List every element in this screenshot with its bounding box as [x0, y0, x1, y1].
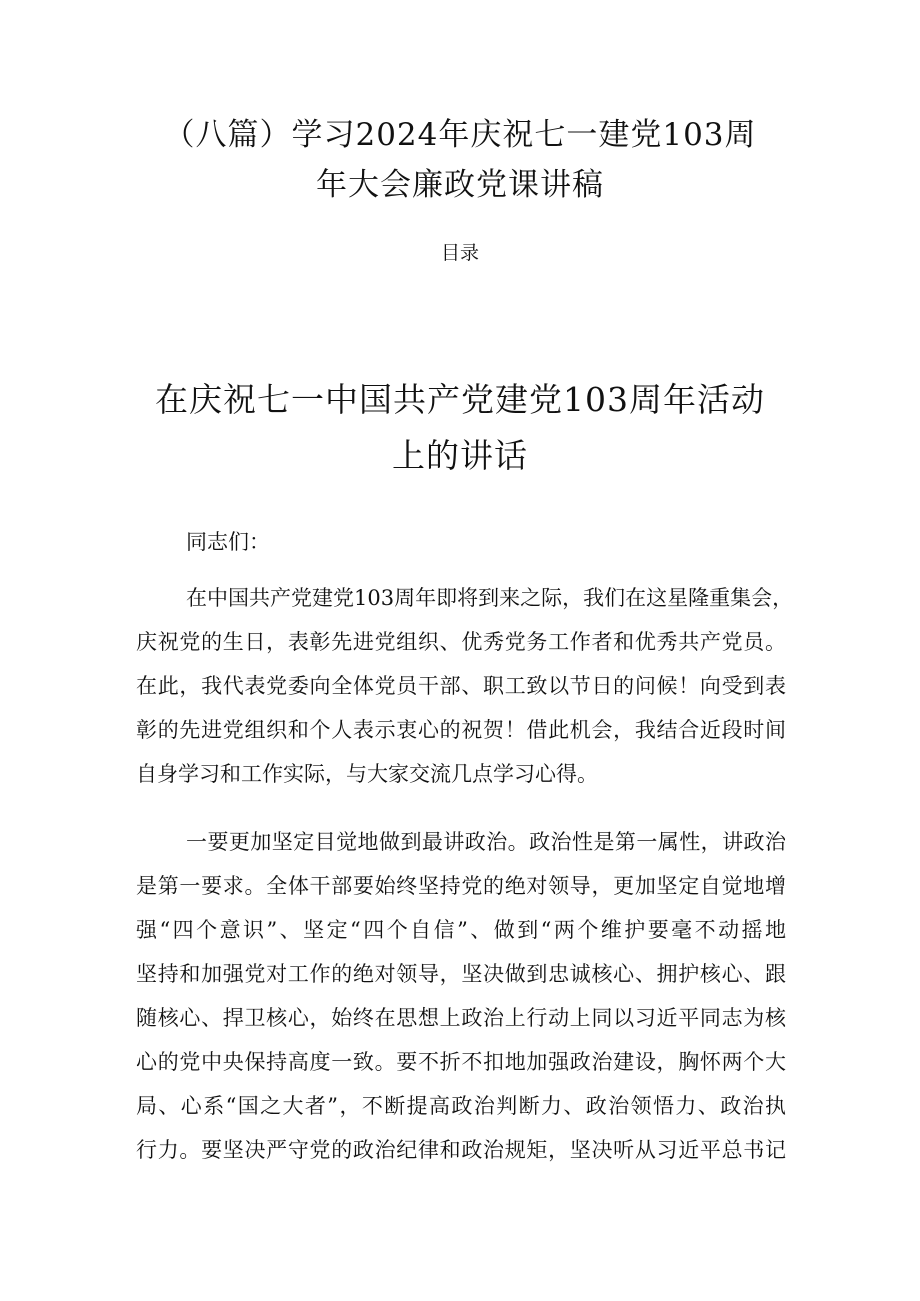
section-title-line-2: 上的讲话	[392, 436, 528, 475]
paragraph-2-line: 是第一要求。全体干部要始终坚持党的绝对领导，更加坚定自觉地增	[136, 874, 786, 898]
table-of-contents-label: 目录	[440, 242, 479, 264]
paragraph-2-line: 坚持和加强党对工作的绝对领导，坚决做到忠诚核心、拥护核心、跟	[136, 962, 786, 986]
paragraph-2	[136, 820, 786, 1172]
paragraph-1-line: 在此，我代表党委向全体党员干部、职工致以节日的问候！向受到表	[136, 674, 786, 698]
document-title-line-1: （八篇）学习2024年庆祝七一建党103周	[163, 117, 757, 153]
paragraph-1	[136, 576, 794, 796]
salutation: 同志们：	[186, 530, 270, 554]
paragraph-2-line: 局、心系“国之大者”，不断提高政治判断力、政治领悟力、政治执	[136, 1094, 786, 1118]
paragraph-2-line: 强“四个意识”、坚定“四个自信”、做到“两个维护要毫不动摇地	[136, 918, 786, 942]
document-title-line-2: 年大会廉政党课讲稿	[316, 167, 604, 203]
paragraph-1-line: 在中国共产党建党103周年即将到来之际，我们在这星隆重集会，	[186, 586, 794, 610]
document-title	[120, 110, 800, 210]
paragraph-2-line: 一要更加坚定目觉地做到最讲政治。政治性是第一属性，讲政治	[186, 830, 786, 854]
section-title	[110, 372, 810, 484]
section-title-line-1: 在庆祝七一中国共产党建党103周年活动	[155, 380, 765, 419]
paragraph-1-line: 庆祝党的生日，表彰先进党组织、优秀党务工作者和优秀共产党员。	[136, 630, 786, 654]
paragraph-1-line: 彰的先进党组织和个人表示衷心的祝贺！借此机会，我结合近段时间	[136, 718, 786, 742]
paragraph-2-line: 心的党中央保持高度一致。要不折不扣地加强政治建设，胸怀两个大	[136, 1050, 786, 1074]
paragraph-2-line: 行力。要坚决严守党的政治纪律和政治规矩，坚决听从习近平总书记	[136, 1138, 786, 1162]
paragraph-2-line: 随核心、捍卫核心，始终在思想上政治上行动上同以习近平同志为核	[136, 1006, 786, 1030]
paragraph-1-line: 自身学习和工作实际，与大家交流几点学习心得。	[136, 762, 598, 786]
